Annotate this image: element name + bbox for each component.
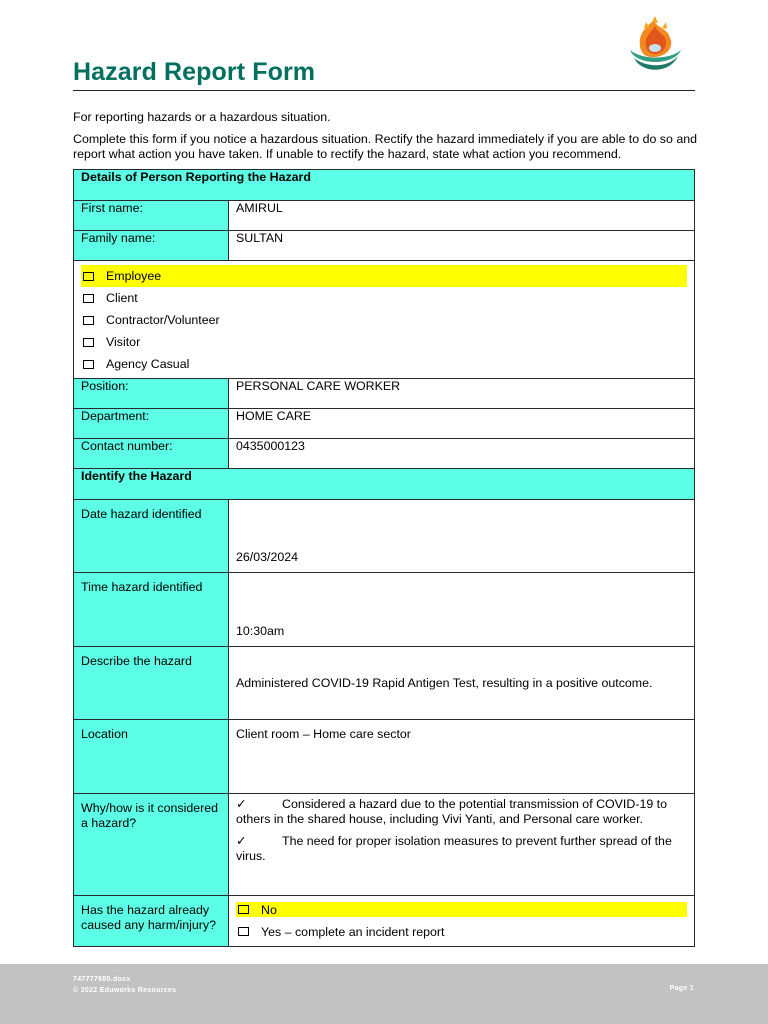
- section-header-row: [74, 170, 695, 201]
- intro-text: For reporting hazards or a hazardous situation.: [73, 110, 331, 124]
- checkbox-icon[interactable]: [238, 905, 249, 914]
- role-options: [74, 261, 695, 379]
- role-option-agency-casual[interactable]: [81, 353, 687, 375]
- role-label: Visitor: [106, 335, 141, 349]
- harm-label: Has the hazard already caused any harm/injury?: [74, 896, 229, 947]
- role-option-visitor[interactable]: [81, 331, 687, 353]
- position-field[interactable]: PERSONAL CARE WORKER: [229, 379, 695, 409]
- checkbox-icon[interactable]: [83, 338, 94, 347]
- role-label: Employee: [106, 269, 162, 283]
- family-name-row: [74, 231, 695, 261]
- location-label: Location: [74, 720, 229, 794]
- why-label: Why/how is it considered a hazard?: [74, 794, 229, 896]
- contact-number-label: Contact number:: [74, 439, 229, 469]
- hazard-report-table: [73, 169, 695, 947]
- describe-field[interactable]: Administered COVID-19 Rapid Antigen Test, resulting in a positive outcome.: [229, 647, 695, 720]
- role-option-employee[interactable]: [81, 265, 687, 287]
- role-label: Client: [106, 291, 138, 305]
- role-option-client[interactable]: [81, 287, 687, 309]
- time-row: [74, 573, 695, 647]
- first-name-row: [74, 201, 695, 231]
- date-field[interactable]: 26/03/2024: [229, 500, 695, 573]
- footer-page-number: Page 1: [669, 985, 694, 992]
- first-name-label: First name:: [74, 201, 229, 231]
- harm-row: [74, 896, 695, 947]
- contact-row: [74, 439, 695, 469]
- role-row: [74, 261, 695, 379]
- why-field[interactable]: [229, 794, 695, 896]
- role-option-contractor[interactable]: [81, 309, 687, 331]
- describe-label: Describe the hazard: [74, 647, 229, 720]
- first-name-field[interactable]: AMIRUL: [229, 201, 695, 231]
- harm-option-label: Yes – complete an incident report: [261, 924, 445, 939]
- why-reason-2: ✓ The need for proper isolation measures to prevent further spread of the virus.: [236, 834, 672, 863]
- why-row: [74, 794, 695, 896]
- section-header-row: [74, 469, 695, 500]
- checkbox-icon[interactable]: [83, 360, 94, 369]
- why-reason-1: ✓ Considered a hazard due to the potential transmission of COVID-19 to others in the shared house, including Vivi Yanti, and Personal care worker.: [236, 797, 668, 826]
- footer-copyright: © 2022 Eduworks Resources: [73, 987, 177, 994]
- instructions-text: Complete this form if you notice a hazardous situation. Rectify the hazard immediately if you are able to do so and report what action you have taken. If unable to rectify the hazard, state what action you recommend.: [73, 132, 697, 161]
- family-name-label: Family name:: [74, 231, 229, 261]
- harm-options: [229, 896, 695, 947]
- department-row: [74, 409, 695, 439]
- checkbox-icon[interactable]: [83, 316, 94, 325]
- department-field[interactable]: HOME CARE: [229, 409, 695, 439]
- check-icon: ✓: [236, 834, 247, 848]
- section-header-hazard: Identify the Hazard: [74, 469, 695, 500]
- location-field[interactable]: Client room – Home care sector: [229, 720, 695, 794]
- title-divider: [73, 90, 695, 91]
- check-icon: ✓: [236, 797, 247, 811]
- checkbox-icon[interactable]: [83, 294, 94, 303]
- harm-option-label: No: [261, 902, 277, 917]
- page-title: Hazard Report Form: [73, 58, 316, 86]
- location-row: [74, 720, 695, 794]
- checkbox-icon[interactable]: [83, 272, 94, 281]
- family-name-field[interactable]: SULTAN: [229, 231, 695, 261]
- footer-filename: 747777685.docx: [73, 976, 131, 983]
- describe-row: [74, 647, 695, 720]
- contact-number-field[interactable]: 0435000123: [229, 439, 695, 469]
- harm-option-no[interactable]: [236, 902, 687, 917]
- checkbox-icon[interactable]: [238, 927, 249, 936]
- section-header-person: Details of Person Reporting the Hazard: [74, 170, 695, 201]
- harm-option-yes[interactable]: [236, 924, 687, 939]
- flower-logo-icon: [624, 16, 686, 78]
- footer-ref: [73, 974, 176, 996]
- time-field[interactable]: 10:30am: [229, 573, 695, 647]
- department-label: Department:: [74, 409, 229, 439]
- time-label: Time hazard identified: [74, 573, 229, 647]
- page-footer: [0, 964, 768, 1024]
- date-label: Date hazard identified: [74, 500, 229, 573]
- role-label: Contractor/Volunteer: [106, 313, 220, 327]
- position-row: [74, 379, 695, 409]
- role-label: Agency Casual: [106, 357, 190, 371]
- date-row: [74, 500, 695, 573]
- position-label: Position:: [74, 379, 229, 409]
